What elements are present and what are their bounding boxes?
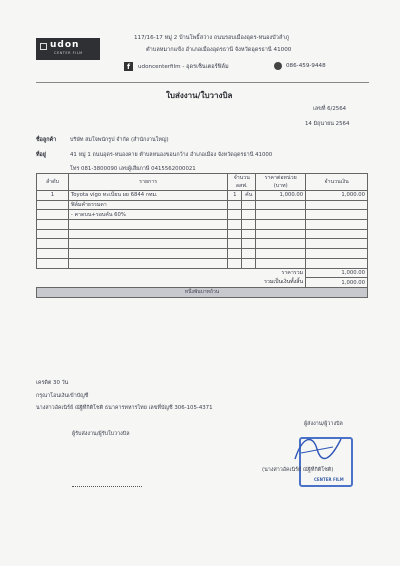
col-header-qty-sub: ลสฟ.	[235, 183, 248, 189]
col-header-price-label: ราคาต่อหน่วย	[264, 175, 297, 181]
row-no	[37, 210, 69, 220]
customer-contact: โทร 081-3800090 เลขผู้เสียภาษี 0415562000021	[70, 166, 196, 172]
receiver-label: ผู้รับส่งงาน/ผู้รับใบวางบิล	[72, 431, 130, 437]
row-unit	[242, 210, 256, 220]
row-no	[37, 200, 69, 210]
row-amount	[306, 210, 368, 220]
subtotal-row	[37, 268, 368, 278]
customer-name: บริษัท สมใจพนักรูป จำกัด (สำนักงานใหญ่)	[70, 137, 169, 143]
document-date: 14 มิถุนายน 2564	[305, 121, 350, 127]
row-qty	[228, 210, 242, 220]
total-label: รวมเป็นเงินทั้งสิ้น	[37, 278, 306, 288]
row-price	[256, 200, 306, 210]
issuer-name: (นางสาวอัคเนิร์ย์ ณัฐิทีกิติโชติ)	[262, 467, 334, 473]
issuer-label: ผู้ส่งงาน/ผู้วางบิล	[304, 421, 343, 427]
payment-note: กรุณาโอนเงินเข้าบัญชี	[36, 393, 89, 399]
amount-words-row	[37, 287, 368, 297]
logo-mark-icon	[40, 43, 47, 50]
company-facebook: udoncenterfilm - อุดรเซ็นเตอร์ฟิล์ม	[138, 64, 229, 70]
col-header-price	[256, 174, 306, 191]
row-desc: Toyota vigo ทะเบียน ผย 6844 กทม.	[68, 191, 227, 201]
amount-in-words: หนึ่งพันบาทถ้วน	[37, 287, 368, 297]
row-desc: - คาดบน+รอบคัน 60%	[68, 210, 227, 220]
col-header-desc: รายการ	[68, 174, 227, 191]
row-price	[256, 210, 306, 220]
header-divider	[36, 82, 369, 83]
row-unit	[242, 200, 256, 210]
row-desc: ฟิล์มคำธรรมดา	[68, 200, 227, 210]
subtotal-label: ราคารวม	[37, 268, 306, 278]
row-amount: 1,000.00	[306, 191, 368, 201]
signature-icon	[289, 429, 349, 469]
company-stamp	[299, 437, 353, 487]
table-row	[37, 191, 368, 201]
customer-address: 41 หมู่ 1 ถนนอุดร-หนองคาย ตำบลหนองขอนกว้าง อำเภอเมือง จังหวัดอุดรธานี 41000	[70, 152, 273, 158]
row-unit: คัน	[242, 191, 256, 201]
table-header-row	[37, 174, 368, 191]
company-address-line1: 117/16-17 หมู่ 2 บ้านโพธิ์สว่าง ถนนรอบเมืองอุดร-หนองบัวลำภู	[134, 35, 290, 41]
col-header-amount: จำนวนเงิน	[306, 174, 368, 191]
total-row	[37, 278, 368, 288]
row-qty	[228, 200, 242, 210]
col-header-qty	[228, 174, 256, 191]
table-row	[37, 249, 368, 259]
phone-icon	[274, 62, 282, 70]
document-number: เลขที่ 6/2564	[313, 106, 347, 112]
col-header-price-sub: (บาท)	[273, 183, 288, 189]
items-table	[36, 173, 368, 298]
table-row	[37, 220, 368, 230]
table-row	[37, 200, 368, 210]
facebook-icon: f	[124, 62, 133, 71]
col-header-no: ลำดับ	[37, 174, 69, 191]
row-price: 1,000.00	[256, 191, 306, 201]
company-phone: 086-459-9448	[286, 63, 326, 69]
row-no: 1	[37, 191, 69, 201]
stamp-text: CENTER FILM	[314, 477, 344, 482]
table-row	[37, 210, 368, 220]
document-title: ใบส่งงาน/ใบวางบิล	[166, 91, 233, 100]
company-logo	[36, 38, 100, 60]
bank-account: นางสาวอัคเนิร์ย์ ณัฐิทีกิติโชติ ธนาคารทหารไทย เลขที่บัญชี 306-105-4371	[36, 405, 213, 411]
subtotal-value: 1,000.00	[306, 268, 368, 278]
customer-address-label: ที่อยู่	[36, 152, 46, 158]
company-address-line2: ตำบลหมากแข้ง อำเภอเมืองอุดรธานี จังหวัดอุดรธานี 41000	[146, 47, 292, 53]
logo-subtext: CENTER FILM	[54, 51, 83, 55]
table-row	[37, 239, 368, 249]
credit-terms: เครดิต 30 วัน	[36, 380, 69, 386]
table-row	[37, 229, 368, 239]
receiver-signature-line	[72, 486, 142, 487]
col-header-qty-label: จำนวน	[233, 175, 250, 181]
row-qty: 1	[228, 191, 242, 201]
table-row	[37, 258, 368, 268]
customer-name-label: ชื่อลูกค้า	[36, 137, 57, 143]
logo-text: udon	[50, 40, 80, 50]
total-value: 1,000.00	[306, 278, 368, 288]
row-amount	[306, 200, 368, 210]
